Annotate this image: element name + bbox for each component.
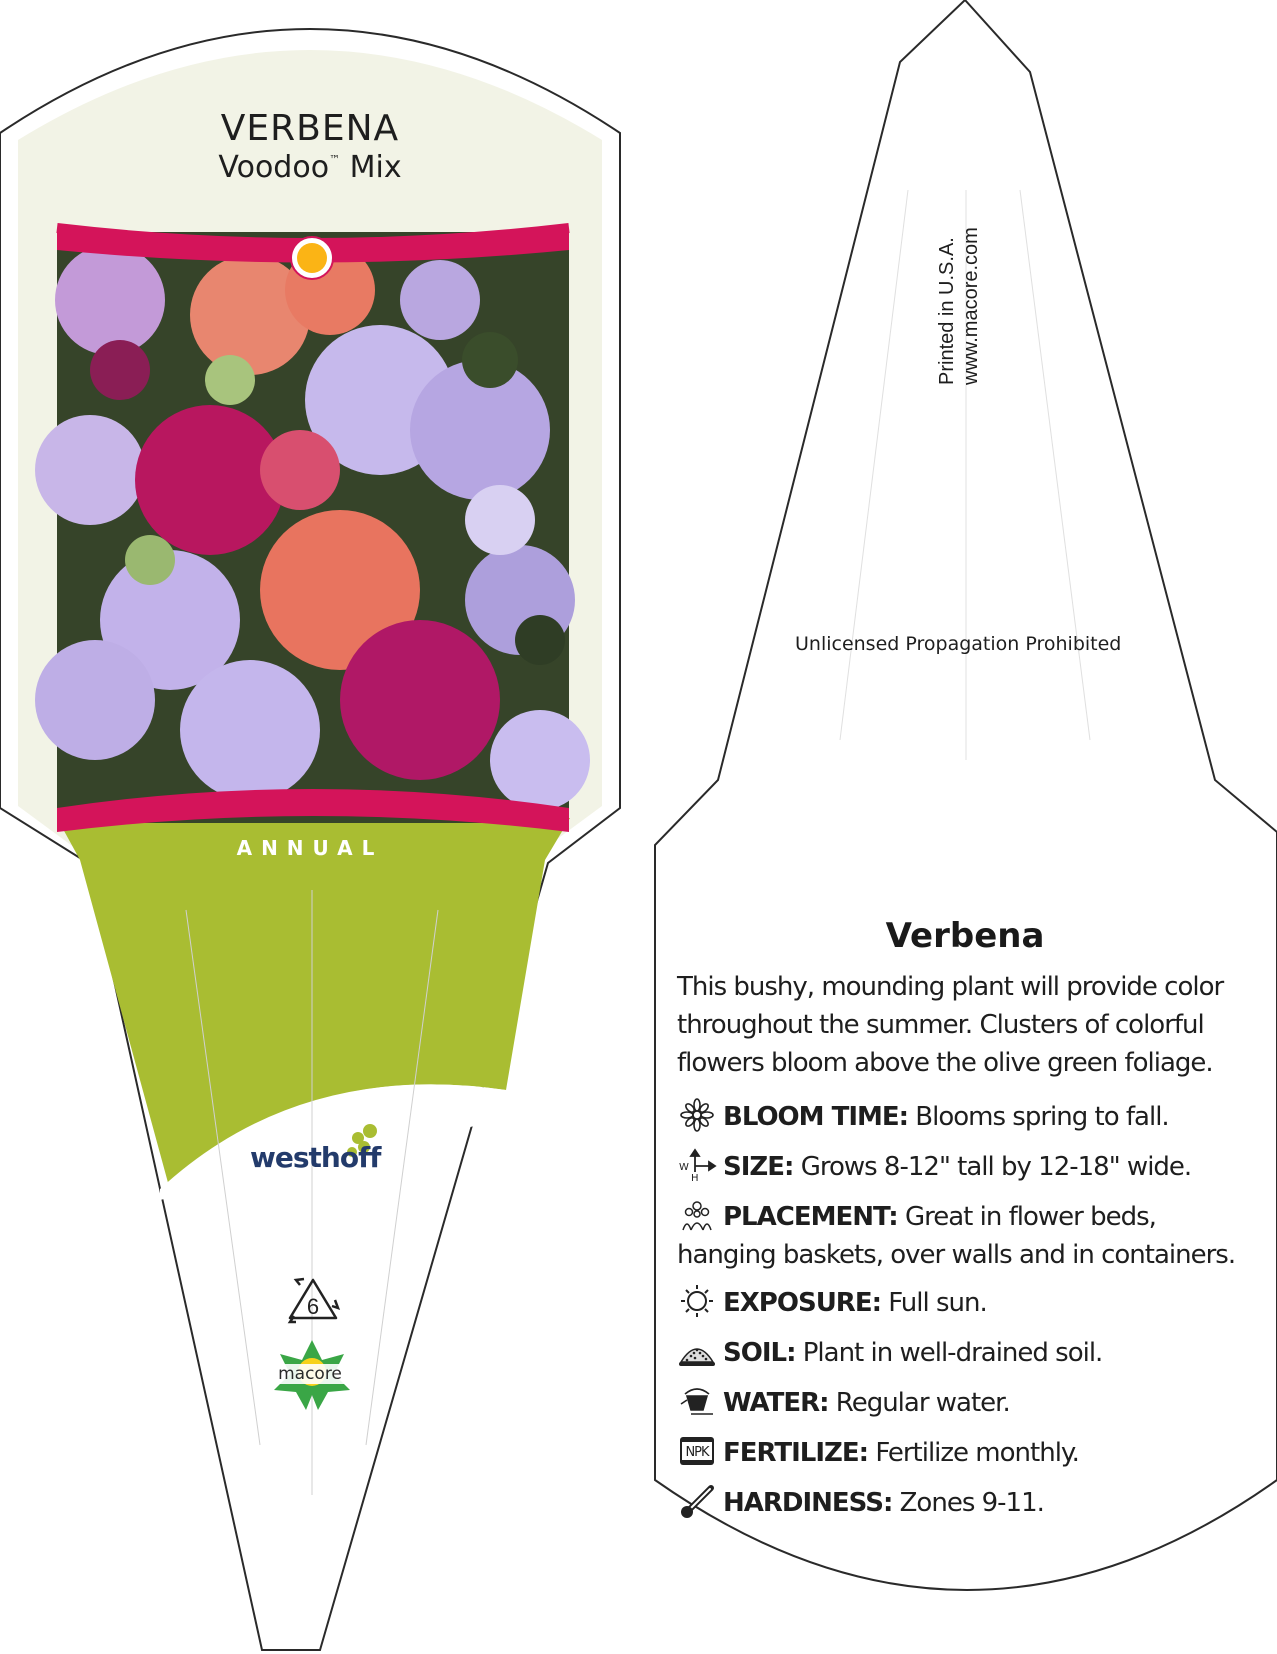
care-label: SOIL: <box>723 1338 796 1368</box>
care-text: Regular water. <box>835 1388 1010 1418</box>
plant-name: VERBENA <box>220 108 400 149</box>
size-w-label: W <box>679 1162 688 1173</box>
recycle-code: 6 <box>306 1294 320 1319</box>
care-text: Zones 9-11. <box>899 1488 1044 1518</box>
care-text: Blooms spring to fall. <box>915 1102 1169 1132</box>
size-arrows-icon <box>677 1148 717 1182</box>
care-text: Great in flower beds, hanging baskets, over walls and in containers. <box>677 1202 1236 1270</box>
watering-can-icon <box>677 1384 717 1418</box>
back-title: Verbena <box>885 916 1045 956</box>
care-text: Grows 8-12" tall by 12-18" wide. <box>800 1152 1192 1182</box>
care-soil <box>677 1334 1237 1372</box>
print-info <box>935 227 983 385</box>
care-exposure <box>677 1284 1237 1322</box>
care-hardiness <box>677 1484 1237 1522</box>
website-link[interactable]: www.macore.com <box>960 227 982 385</box>
care-label: PLACEMENT: <box>723 1202 898 1232</box>
care-label: HARDINESS: <box>723 1488 893 1518</box>
care-bloom-time <box>677 1098 1237 1136</box>
flower-icon <box>677 1098 717 1132</box>
variety-suffix: Mix <box>349 150 402 185</box>
care-label: EXPOSURE: <box>723 1288 881 1318</box>
trademark: ™ <box>329 153 341 166</box>
care-text: Plant in well-drained soil. <box>802 1338 1103 1368</box>
soil-icon <box>677 1334 717 1368</box>
care-label: WATER: <box>723 1388 829 1418</box>
size-h-label: H <box>691 1173 698 1182</box>
sun-icon <box>677 1284 717 1318</box>
care-placement <box>677 1198 1237 1274</box>
plant-description: This bushy, mounding plant will provide color throughout the summer. Clusters of colorful flowers bloom above the olive green foliage. <box>677 972 1224 1078</box>
care-label: BLOOM TIME: <box>723 1102 909 1132</box>
npk-icon <box>677 1434 717 1468</box>
brand-logo: westhoff <box>250 1141 381 1174</box>
care-fertilize <box>677 1434 1237 1472</box>
variety-label: Voodoo <box>218 150 330 185</box>
thermometer-icon <box>677 1484 717 1518</box>
printed-in: Printed in U.S.A. <box>936 237 958 385</box>
printer-logo: macore <box>278 1364 342 1384</box>
npk-label: NPK <box>685 1445 709 1460</box>
propagation-notice: Unlicensed Propagation Prohibited <box>795 633 1122 655</box>
category-label: ANNUAL <box>236 836 384 860</box>
care-label: SIZE: <box>723 1152 794 1182</box>
care-label: FERTILIZE: <box>723 1438 869 1468</box>
care-size <box>677 1148 1237 1186</box>
care-text: Fertilize monthly. <box>875 1438 1079 1468</box>
care-water <box>677 1384 1237 1422</box>
care-text: Full sun. <box>888 1288 987 1318</box>
placement-icon <box>677 1198 717 1232</box>
